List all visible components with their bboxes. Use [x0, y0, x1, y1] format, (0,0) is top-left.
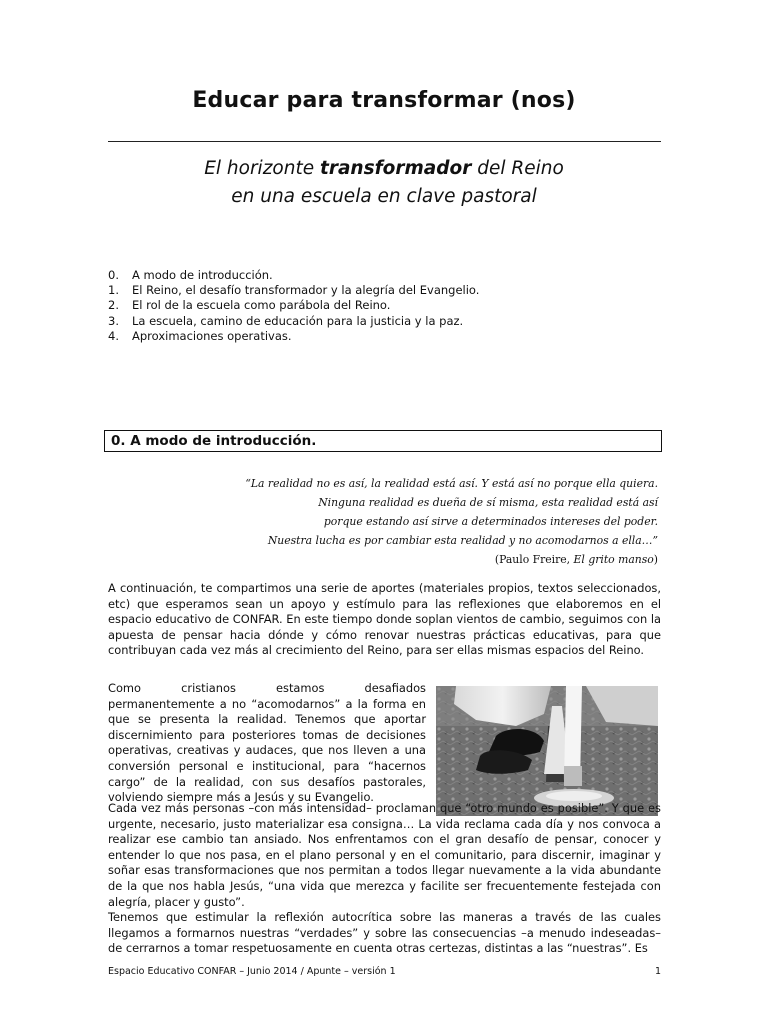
toc-text: El rol de la escuela como parábola del Reino.: [132, 298, 391, 313]
page-number: 1: [654, 966, 661, 977]
toc-item: [108, 298, 479, 313]
title-divider: [108, 141, 661, 142]
toc-item: [108, 314, 479, 329]
photo-image: [436, 686, 658, 816]
paragraph-text: Cada vez más personas –con más intensidad– proclaman que “otro mundo es posible”.: [108, 801, 608, 815]
toc-item: [108, 329, 479, 344]
subtitle-line-2: en una escuela en clave pastoral: [231, 186, 537, 207]
toc-text: Aproximaciones operativas.: [132, 328, 292, 343]
footer-text: Espacio Educativo CONFAR – Junio 2014 / Apunte – versión 1: [108, 966, 396, 977]
citation-work: El grito manso: [573, 553, 654, 566]
toc-number: 4.: [108, 328, 119, 343]
quote-line: “La realidad no es así, la realidad está así. Y está así no porque ella quiera.: [245, 477, 658, 490]
paragraph-reflection: Tenemos que estimular la reflexión autocrítica sobre las maneras a través de las cuales llegamos a formarnos nuestras “verdades” y sobre las consecuencias –a menudo indeseadas– de cerrarnos a tomar respetuosamente en cuenta otras certezas, distintas a las “nuestras”. Es: [108, 910, 661, 956]
paragraph-text: Y que es urgente, necesario, justo materializar esa consigna… La vida reclama cada día y nos convoca a realizar ese cambio tan ansiado. Nos enfrentamos con el gran desafío de pensar, conocer y entender lo que nos pasa, en el plano personal y en el comunitario, para discernir, imaginar y soñar esas transformaciones que nos permitan a todos llegar nuevamente a la vida abundante de la que nos habla Jesús, “una vida que merezca y facilite ser frecuentemente festejada con alegría, placer y gusto”.: [108, 801, 661, 909]
paragraph-challenge: Como cristianos estamos desafiados permanentemente a no “acomodarnos” a la forma en que se presenta la realidad. Tenemos que aportar discernimiento para posteriores tomas de decisiones operativas, creativas y audaces, que nos lleven a una conversión personal e institucional, para “hacernos cargo” de la realidad, con sus desafíos pastorales, volviendo siempre más a Jesús y su Evangelio.: [108, 681, 426, 805]
section-heading: 0. A modo de introducción.: [104, 430, 662, 452]
table-of-contents: [108, 268, 479, 344]
citation-author: (Paulo Freire,: [494, 553, 574, 566]
toc-number: 3.: [108, 313, 119, 328]
document-subtitle: [0, 155, 768, 211]
toc-number: 2.: [108, 298, 119, 313]
quote-line: Nuestra lucha es por cambiar esta realidad y no acomodarnos a ella…”: [267, 534, 658, 547]
subtitle-line-1: [0, 155, 768, 183]
toc-number: 1.: [108, 283, 119, 298]
citation-end: ): [653, 553, 658, 566]
page-footer: [108, 966, 661, 977]
photo-feet-vestment: [436, 686, 658, 816]
quote-line: porque estando así sirve a determinados intereses del poder.: [323, 515, 658, 528]
epigraph-quote: [218, 474, 658, 569]
paragraph-intro: A continuación, te compartimos una serie de aportes (materiales propios, textos seleccionados, etc) que esperamos sean un apoyo y estímulo para las reflexiones que elaboremos en el espacio educativo de CONFAR. En este tiempo donde soplan vientos de cambio, seguimos con la apuesta de pensar hacia dónde y cómo renovar nuestras prácticas educativas, para que contribuyan cada vez más al crecimiento del Reino, para ser ellas mismas espacios del Reino.: [108, 581, 661, 658]
toc-text: La escuela, camino de educación para la justicia y la paz.: [132, 313, 464, 328]
toc-text: El Reino, el desafío transformador y la alegría del Evangelio.: [132, 283, 480, 298]
quote-line: Ninguna realidad es dueña de sí misma, esta realidad está así: [318, 496, 658, 509]
subtitle-text: El horizonte: [204, 158, 320, 179]
paragraph-another-world: [108, 801, 661, 910]
subtitle-text: del Reino: [471, 158, 564, 179]
quote-citation: [218, 550, 658, 569]
document-title: Educar para transformar (nos): [192, 88, 576, 113]
toc-item: [108, 268, 479, 283]
toc-text: A modo de introducción.: [132, 268, 273, 282]
toc-number: 0.: [108, 268, 119, 282]
toc-item: [108, 283, 479, 298]
subtitle-emphasis: transformador: [319, 158, 472, 179]
